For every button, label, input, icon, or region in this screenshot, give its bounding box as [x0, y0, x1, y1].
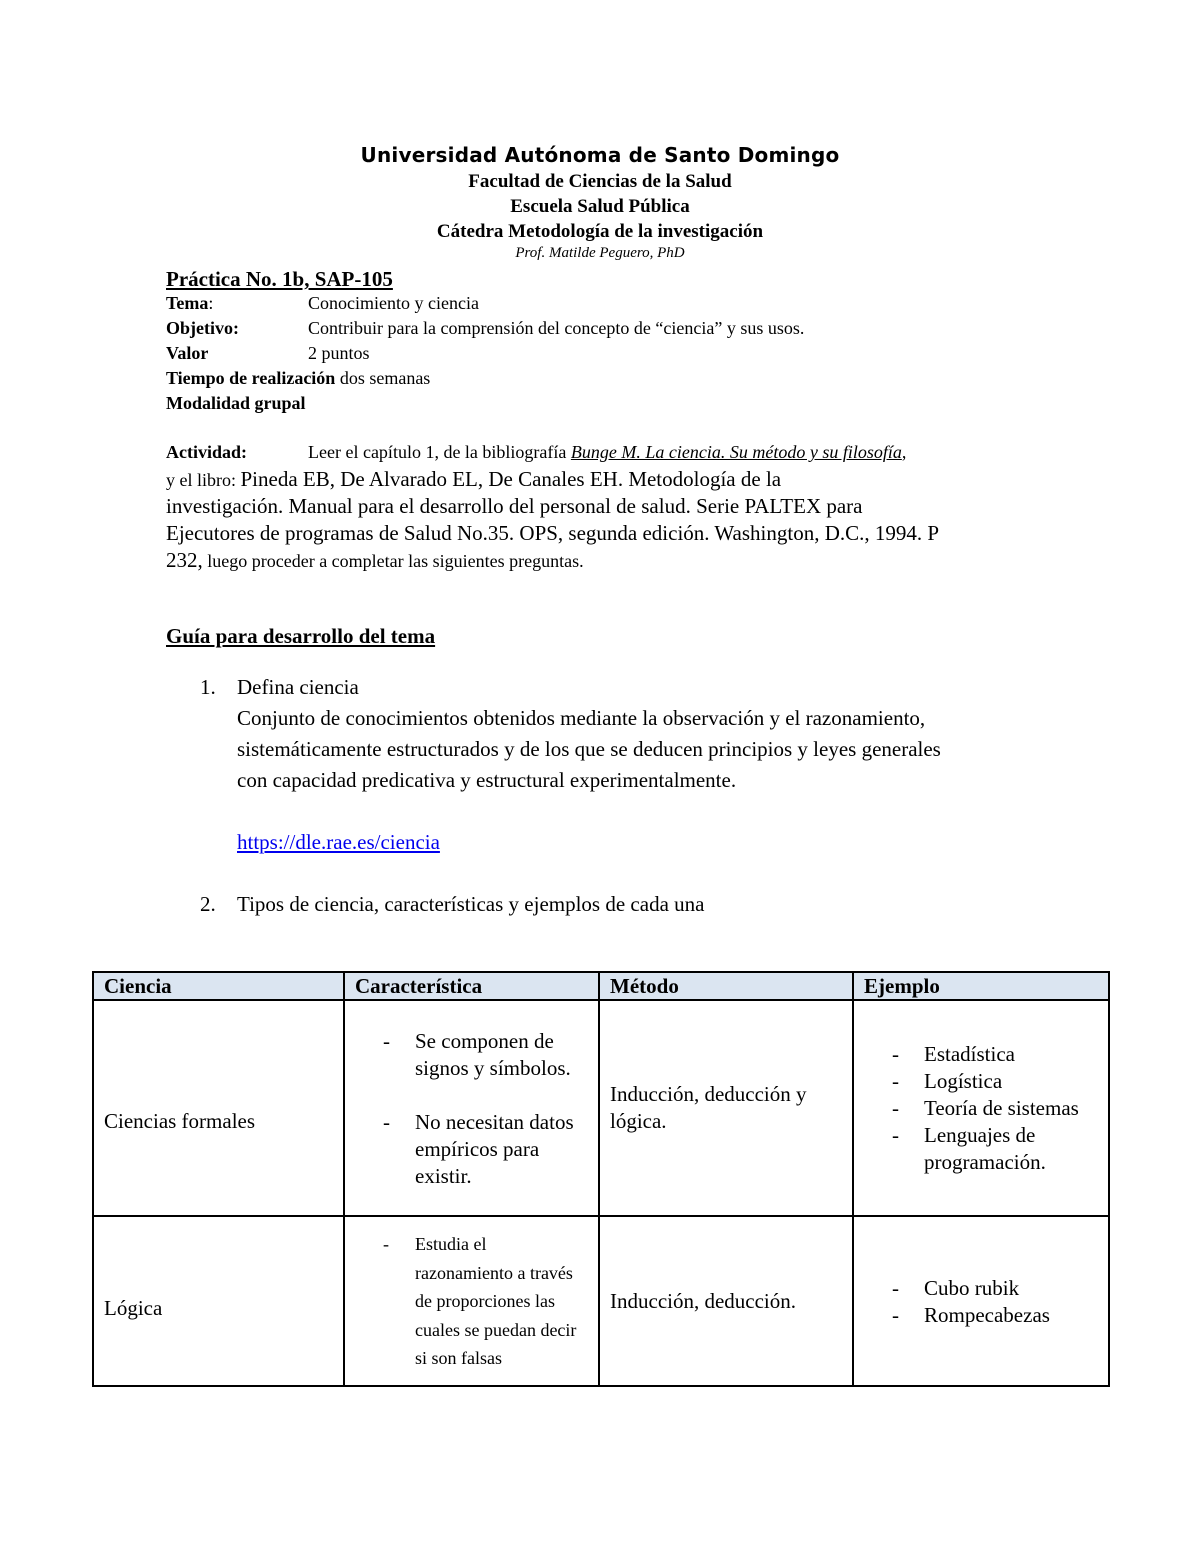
tiempo-value: dos semanas: [335, 368, 431, 388]
actividad-line5: 232, luego proceder a completar las siguientes preguntas.: [166, 548, 584, 572]
header-metodo: Método: [599, 972, 853, 1000]
science-types-table: [92, 971, 1110, 1387]
list-item: - No necesitan datos empíricos para existir.: [345, 1109, 588, 1190]
list-item: - Estadística: [854, 1041, 1098, 1068]
rae-link[interactable]: https://dle.rae.es/ciencia: [237, 830, 440, 854]
tiempo-label: Tiempo de realización: [166, 368, 336, 388]
table-row: [93, 1000, 1109, 1216]
tiempo-line: [166, 368, 430, 389]
cell-metodo: Inducción, deducción y lógica.: [599, 1000, 853, 1216]
bibliography-reference: Bunge M. La ciencia. Su método y su filosofía: [570, 442, 902, 462]
actividad-line1: Leer el capítulo 1, de la bibliografía Bunge M. La ciencia. Su método y su filosofía,: [308, 442, 907, 462]
table-row: [93, 1216, 1109, 1386]
header-ciencia: Ciencia: [93, 972, 344, 1000]
university-title: Universidad Autónoma de Santo Domingo: [360, 143, 840, 167]
question-1-number: 1.: [200, 675, 216, 699]
list-item: - Estudia el razonamiento a través de proporciones las cuales se puedan decir si son falsas: [345, 1230, 588, 1373]
faculty-title: Facultad de Ciencias de la Salud: [468, 171, 732, 192]
cell-metodo: Inducción, deducción.: [599, 1216, 853, 1386]
actividad-line4: Ejecutores de programas de Salud No.35. OPS, segunda edición. Washington, D.C., 1994. P: [166, 521, 940, 545]
cell-ejemplos: [853, 1000, 1109, 1216]
header-ejemplo: Ejemplo: [853, 972, 1109, 1000]
cell-caracteristicas: [344, 1000, 599, 1216]
question-1-text: Defina ciencia: [237, 675, 359, 699]
question-2-number: 2.: [200, 892, 216, 916]
modalidad-label: Modalidad grupal: [166, 393, 306, 413]
cell-ciencia: Lógica: [93, 1216, 344, 1386]
header-caracteristica: Característica: [344, 972, 599, 1000]
tema-label: Tema:: [166, 293, 214, 313]
list-item: - Cubo rubik: [854, 1275, 1098, 1302]
objetivo-value: Contribuir para la comprensión del concepto de “ciencia” y sus usos.: [308, 318, 805, 338]
list-item: - Teoría de sistemas: [854, 1095, 1098, 1122]
list-item: - Logística: [854, 1068, 1098, 1095]
answer-1-line3: con capacidad predicativa y estructural experimentalmente.: [237, 768, 737, 792]
actividad-label: Actividad:: [166, 442, 247, 462]
rae-link-wrap: [237, 830, 440, 855]
valor-value: 2 puntos: [308, 343, 370, 363]
list-item: - Rompecabezas: [854, 1302, 1098, 1329]
objetivo-label: Objetivo:: [166, 318, 239, 338]
cell-ejemplos: [853, 1216, 1109, 1386]
cell-ciencia: Ciencias formales: [93, 1000, 344, 1216]
guide-title: Guía para desarrollo del tema: [166, 624, 436, 648]
school-title: Escuela Salud Pública: [510, 196, 690, 217]
chair-title: Cátedra Metodología de la investigación: [436, 221, 764, 242]
question-2-text: Tipos de ciencia, características y ejemplos de cada una: [237, 892, 705, 916]
valor-label: Valor: [166, 343, 209, 363]
answer-1-line2: sistemáticamente estructurados y de los que se deducen principios y leyes generales: [237, 737, 941, 761]
actividad-line3: investigación. Manual para el desarrollo del personal de salud. Serie PALTEX para: [166, 494, 863, 518]
cell-caracteristicas: [344, 1216, 599, 1386]
list-item: - Lenguajes de programación.: [854, 1122, 1098, 1176]
professor-name: Prof. Matilde Peguero, PhD: [515, 245, 685, 261]
tema-value: Conocimiento y ciencia: [308, 293, 479, 313]
answer-1-line1: Conjunto de conocimientos obtenidos mediante la observación y el razonamiento,: [237, 706, 926, 730]
actividad-line2: y el libro: Pineda EB, De Alvarado EL, De Canales EH. Metodología de la: [166, 467, 782, 491]
practice-title: Práctica No. 1b, SAP-105: [166, 267, 393, 291]
list-item: - Se componen de signos y símbolos.: [345, 1028, 588, 1082]
table-header-row: [93, 972, 1109, 1000]
